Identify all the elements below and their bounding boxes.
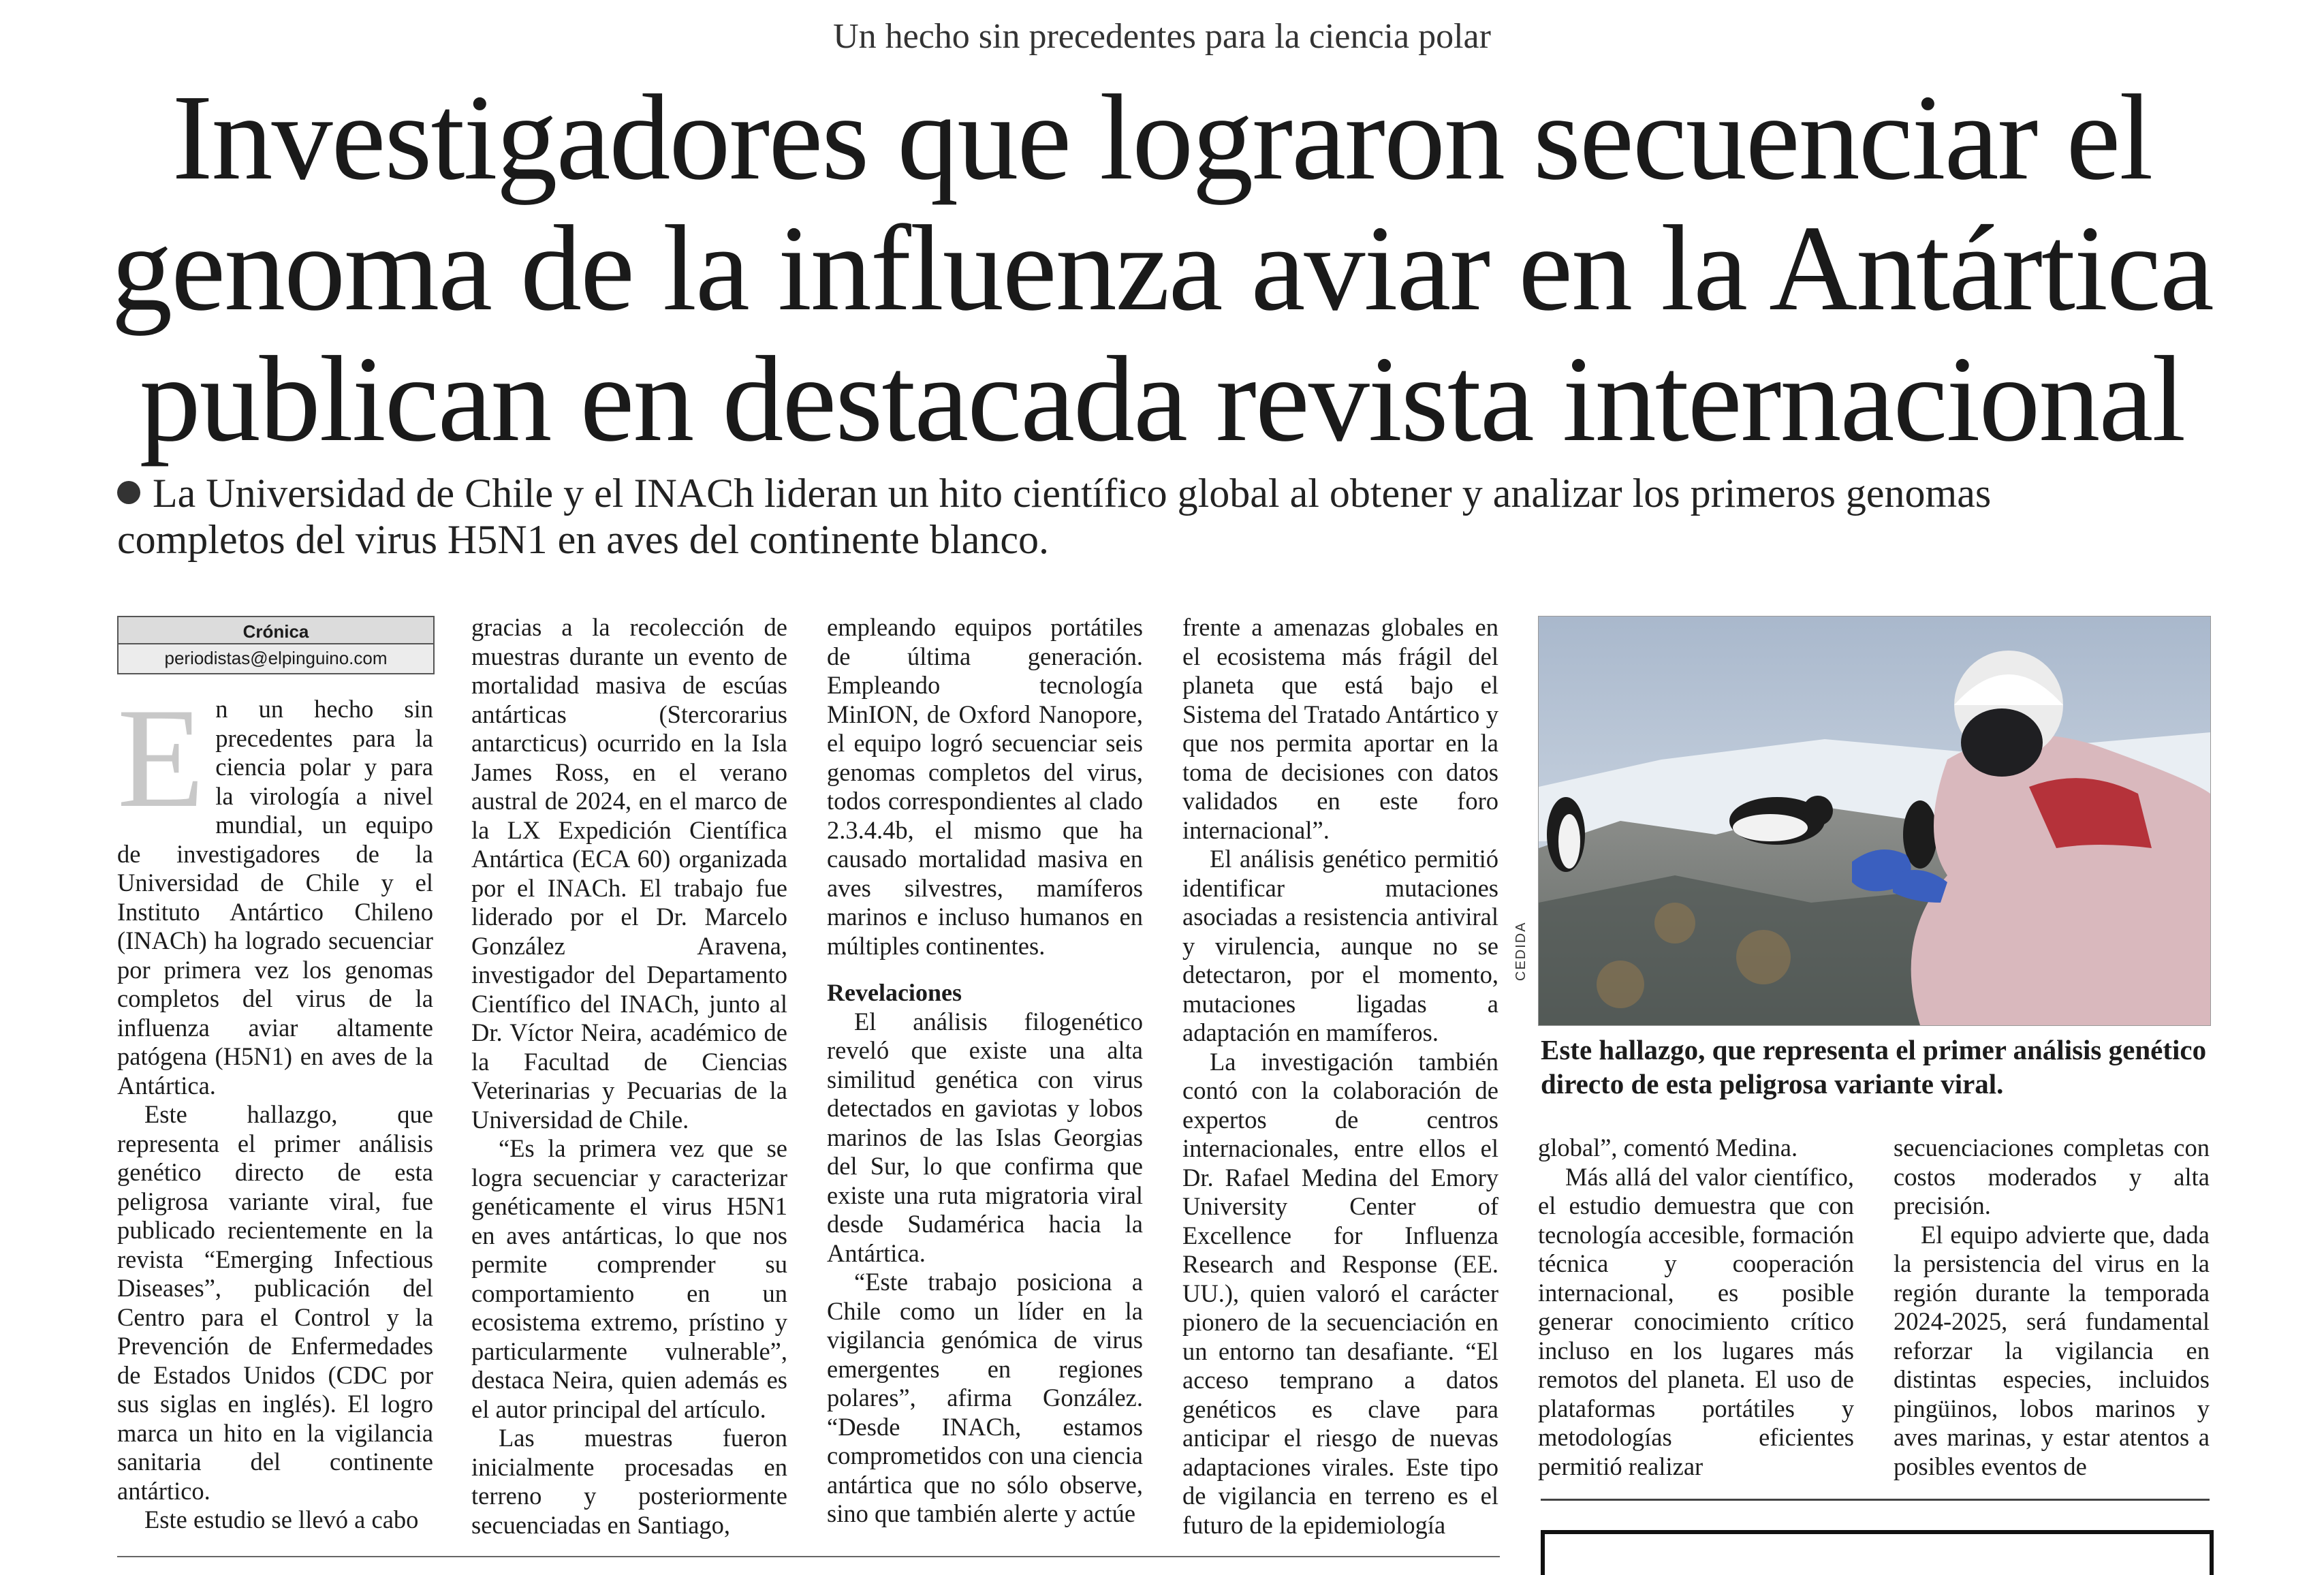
- article-column-5: [1538, 1134, 1854, 1488]
- headline: [82, 69, 2242, 467]
- article-column-1: [117, 679, 433, 1540]
- article-subhead: Revelaciones: [827, 979, 962, 1006]
- article-paragraph: Este hallazgo, que representa el primer análisis genético directo de esta peligrosa variante viral, fue publicado recientemente en la revista “Emerging Infectious Diseases”, publicación del Centro para el Control y la Prevención de Enfermedades de Estados Unidos (CDC por sus siglas en inglés). El logro marca un hito en la vigilancia sanitaria del continente antártico.: [117, 1100, 433, 1505]
- subheadline-line: completos del virus H5N1 en aves del continente blanco.: [117, 517, 1049, 562]
- article-paragraph: empleando equipos portátiles de última generación. Empleando tecnología MinION, de Oxford Nanopore, el equipo logró secuenciar seis genomas completos del virus, todos correspondientes al clado 2.3.4.4b, el mismo que ha causado mortalidad masiva en aves silvestres, mamíferos marinos e incluso humanos en múltiples continentes.: [827, 613, 1143, 960]
- headline-line: publican en destacada revista internacional: [139, 331, 2185, 467]
- next-article-box: [1541, 1530, 2214, 1575]
- section-label: Crónica: [119, 617, 433, 644]
- author-email[interactable]: periodistas@elpinguino.com: [164, 648, 388, 668]
- article-paragraph: “Es la primera vez que se logra secuenciar y caracterizar genéticamente el virus H5N1 en aves antárticas, lo que nos permite comprender su comportamiento en un ecosistema extremo, prístino y particularmente vulnerable”, destaca Neira, quien además es el autor principal del artículo.: [471, 1134, 787, 1423]
- article-paragraph: Las muestras fueron inicialmente procesadas en terreno y posteriormente secuenciadas en Santiago,: [471, 1424, 787, 1539]
- headline-line: Investigadores que lograron secuenciar el: [172, 69, 2152, 205]
- article-column-2: [471, 613, 787, 1540]
- byline-box: [117, 616, 435, 674]
- paragraph-text: n un hecho sin precedentes para la ciencia polar y para la virología a nivel mundial, un equipo de investigadores de la Universidad de Chile y el Instituto Antártico Chileno (INACh) ha logrado secuenciar por primera vez los genomas completos del virus de la influenza aviar altamente patógena (H5N1) en aves de la Antártica.: [117, 695, 433, 1100]
- article-paragraph: secuenciaciones completas con costos moderados y alta precisión.: [1894, 1134, 2210, 1219]
- subheadline: [117, 470, 2256, 563]
- bullet-icon: [117, 481, 140, 504]
- article-paragraph: [117, 679, 433, 1100]
- article-paragraph: “Este trabajo posiciona a Chile como un líder en la vigilancia genómica de virus emergentes en regiones polares”, afirma González. “Desde INACh, estamos comprometidos con una ciencia antártica que no sólo observe, sino que también alerte y actúe: [827, 1268, 1143, 1527]
- article-column-3: [827, 613, 1143, 1540]
- bottom-rule: [117, 1556, 1500, 1557]
- article-column-6: [1894, 1134, 2210, 1488]
- headline-line: genoma de la influenza aviar en la Antártica: [111, 200, 2213, 336]
- column-rule: [1541, 1499, 2210, 1501]
- article-photo: [1538, 616, 2211, 1026]
- drop-cap: E: [117, 679, 205, 837]
- kicker: Un hecho sin precedentes para la ciencia polar: [833, 17, 1491, 56]
- article-paragraph: global”, comentó Medina.: [1538, 1134, 1798, 1161]
- article-paragraph: gracias a la recolección de muestras durante un evento de mortalidad masiva de escúas antárticas (Stercorarius antarcticus) ocurrido en la Isla James Ross, en el verano austral de 2024, en el marco de la LX Expedición Científica Antártica (ECA 60) organizada por el INACh. El trabajo fue liderado por el Dr. Marcelo González Aravena, investigador del Departamento Científico del INACh, junto al Dr. Víctor Neira, académico de la Facultad de Ciencias Veterinarias y Pecuarias de la Universidad de Chile.: [471, 613, 787, 1134]
- article-paragraph: frente a amenazas globales en el ecosistema más frágil del planeta que está bajo el Sistema del Tratado Antártico y que nos permita aportar en la toma de decisiones con datos validados en este foro internacional”.: [1182, 613, 1498, 844]
- article-paragraph: El equipo advierte que, dada la persistencia del virus en la región durante la temporada 2024-2025, será fundamental reforzar la vigilancia en distintas especies, incluidos pingüinos, lobos marinos y aves marinas, y estar atentos a posibles eventos de: [1894, 1220, 2210, 1480]
- photo-illustration: [1539, 617, 2210, 1025]
- article-paragraph: El análisis genético permitió identificar mutaciones asociadas a resistencia antiviral y virulencia, aunque no se detectaron, por el momento, mutaciones ligadas a adaptación en mamíferos.: [1182, 845, 1498, 1046]
- article-paragraph: Este estudio se llevó a cabo: [144, 1506, 419, 1533]
- article-column-4: [1182, 613, 1498, 1540]
- photo-credit: CEDIDA: [1513, 921, 1528, 981]
- article-paragraph: La investigación también contó con la colaboración de expertos de centros internacionales, entre ellos el Dr. Rafael Medina del Emory University Center of Excellence for Influenza Research and Response (EE. UU.), quien valoró el carácter pionero de la secuenciación en un entorno tan desafiante. “El acceso temprano a datos genéticos es clave para anticipar el riesgo de nuevas adaptaciones virales. Este tipo de vigilancia en terreno es el futuro de la epidemiología: [1182, 1047, 1498, 1539]
- subheadline-line: La Universidad de Chile y el INACh lideran un hito científico global al obtener y analizar los primeros genomas: [153, 471, 1992, 516]
- article-paragraph: El análisis filogenético reveló que existe una alta similitud genética con virus detectados en gaviotas y lobos marinos de las Islas Georgias del Sur, lo que confirma que existe una ruta migratoria viral desde Sudamérica hacia la Antártica.: [827, 1007, 1143, 1267]
- photo-caption: Este hallazgo, que representa el primer análisis genético directo de esta peligrosa variante viral.: [1541, 1034, 2207, 1100]
- article-paragraph: Más allá del valor científico, el estudio demuestra que con tecnología accesible, formación técnica y cooperación internacional, es posible generar conocimiento crítico incluso en los lugares más remotos del planeta. El uso de plataformas portátiles y metodologías eficientes permitió realizar: [1538, 1162, 1854, 1480]
